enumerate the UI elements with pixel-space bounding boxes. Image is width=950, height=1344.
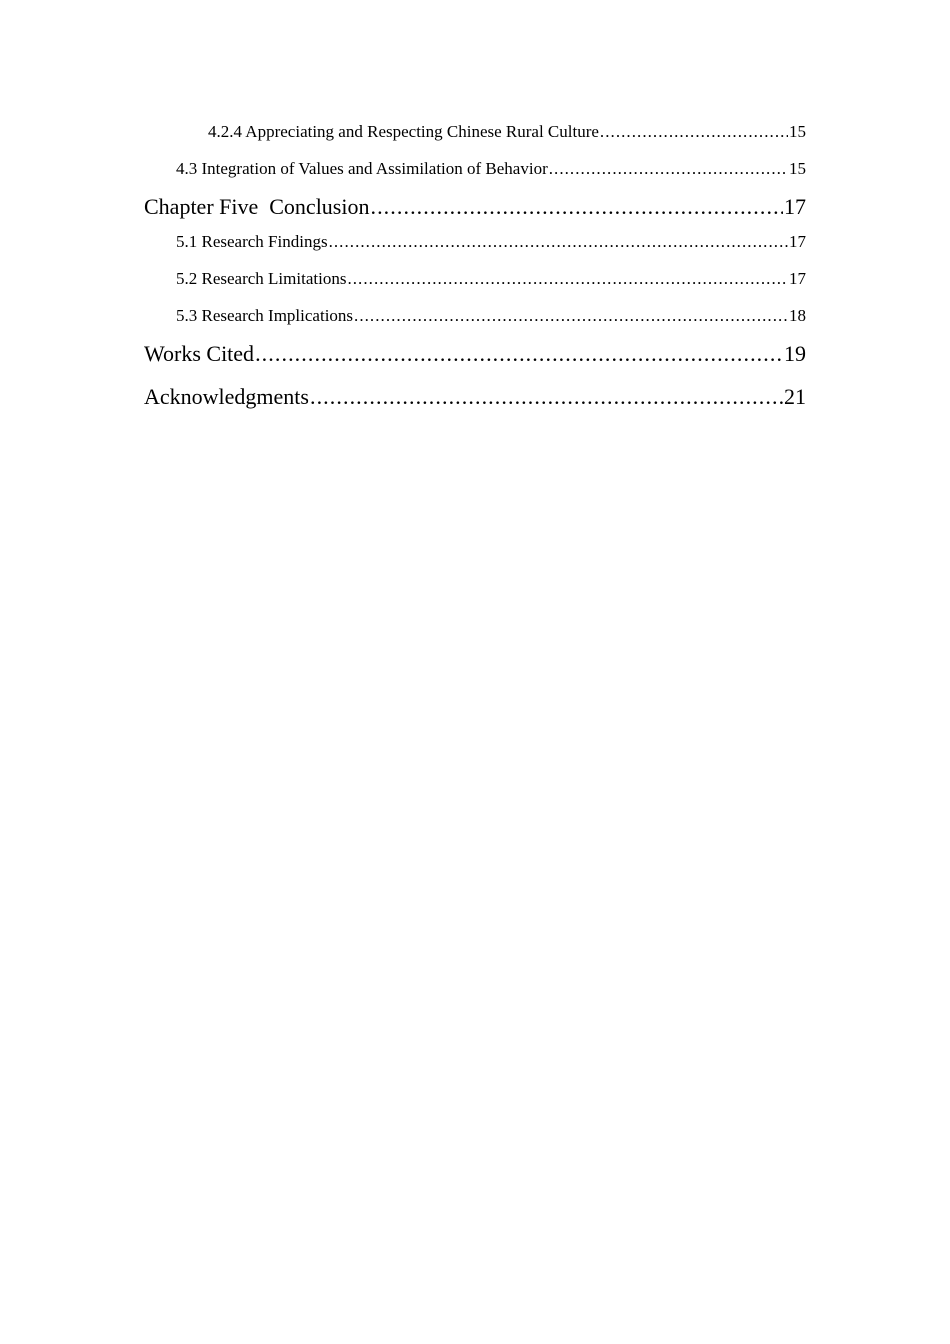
toc-entry-title: 4.3 Integration of Values and Assimilation of Behavior [176, 159, 548, 178]
toc-entry-works-cited[interactable] [144, 341, 806, 367]
dot-leader [255, 341, 783, 367]
dot-leader [310, 384, 783, 410]
toc-entry-title: 5.3 Research Implications [176, 306, 354, 325]
dot-leader [600, 122, 788, 142]
dot-leader [354, 306, 788, 326]
toc-entry-title: Chapter Five Conclusion [144, 194, 370, 219]
dot-leader [347, 269, 788, 289]
toc-entry-page: 17 [789, 269, 806, 288]
toc-entry-5-2[interactable] [176, 269, 806, 289]
toc-entry-4-3[interactable] [176, 159, 806, 179]
dot-leader [549, 159, 788, 179]
toc-entry-page: 18 [789, 306, 806, 325]
toc-entry-page: 17 [784, 194, 806, 219]
toc-entry-title: 4.2.4 Appreciating and Respecting Chinese Rural Culture [208, 122, 599, 141]
toc-entry-5-3[interactable] [176, 306, 806, 326]
toc-entry-4-2-4[interactable] [208, 122, 806, 142]
toc-entry-acknowledgments[interactable] [144, 384, 806, 410]
toc-entry-title: 5.2 Research Limitations [176, 269, 347, 288]
toc-entry-page: 15 [789, 122, 806, 141]
toc-entry-5-1[interactable] [176, 232, 806, 252]
dot-leader [370, 194, 783, 220]
toc-entry-page: 17 [789, 232, 806, 251]
toc-entry-title: Acknowledgments [144, 384, 309, 409]
toc-entry-page: 15 [789, 159, 806, 178]
toc-entry-title: 5.1 Research Findings [176, 232, 328, 251]
toc-entry-page: 19 [784, 341, 806, 366]
toc-entry-chapter-five[interactable] [144, 194, 806, 220]
dot-leader [329, 232, 788, 252]
toc-entry-page: 21 [784, 384, 806, 409]
toc-entry-title: Works Cited [144, 341, 255, 366]
